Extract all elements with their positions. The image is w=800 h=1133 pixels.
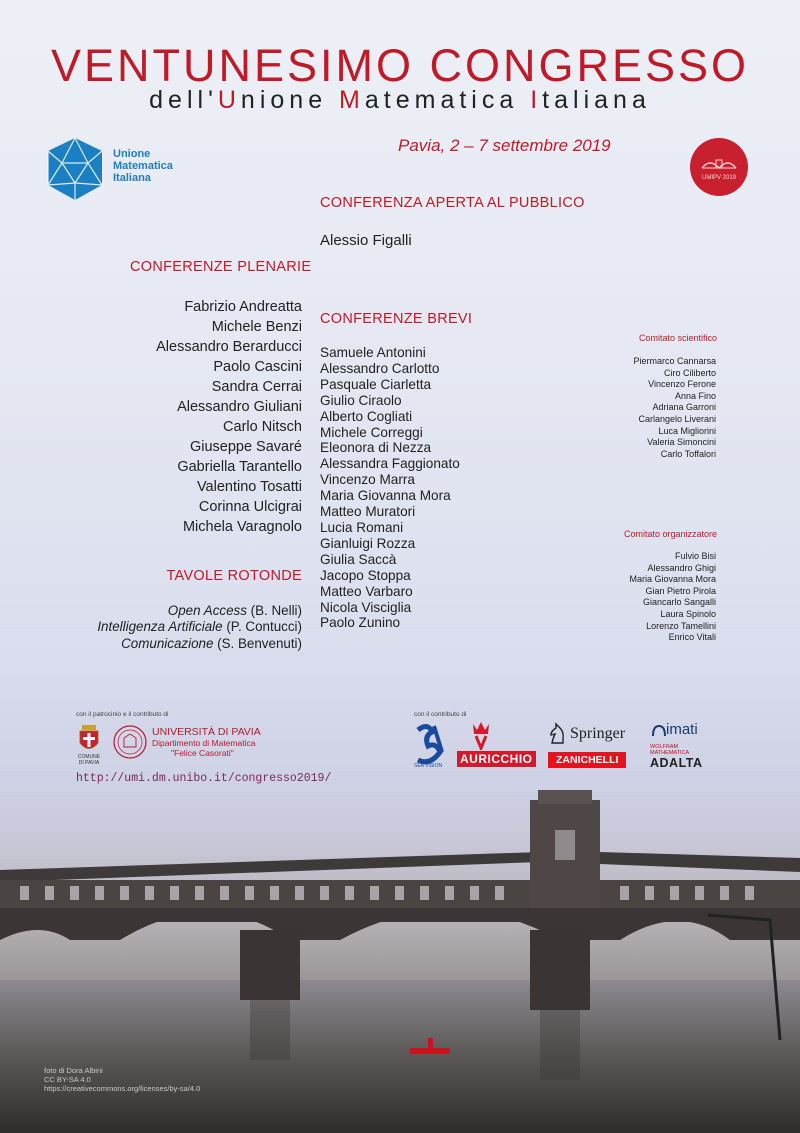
seal-label: UMIPV 2019: [701, 175, 737, 181]
pubblico-speaker: Alessio Figalli: [320, 232, 412, 249]
list-item: Comunicazione (S. Benvenuti): [121, 635, 302, 651]
list-item: Pasquale Ciarletta: [320, 376, 432, 392]
heading-brevi: CONFERENZE BREVI: [320, 311, 473, 327]
pavia-crest-icon: [78, 725, 100, 755]
list-item: Fulvio Bisi: [674, 551, 716, 561]
list-item: Maria Giovanna Mora: [629, 574, 716, 585]
photo-credit: foto di Dora Albini CC BY-SA 4.0 https://creativecommons.org/licenses/by-sa/4.0: [44, 1066, 201, 1093]
list-item: Nicola Visciglia: [320, 599, 412, 615]
umipv-seal-icon: [690, 138, 748, 196]
list-item: Alessandro Ghigi: [647, 562, 716, 573]
comitato-organizzatore-list: [629, 551, 716, 644]
patrocinio-label: con il patrocinio e il contributo di: [76, 711, 169, 718]
list-item: Fabrizio Andreatta: [184, 299, 302, 315]
list-item: Alessandro Berarducci: [156, 339, 302, 355]
list-item: Enrico Vitali: [668, 632, 716, 643]
list-item: Open Access (B. Nelli): [167, 603, 302, 618]
heading-comitato-scientifico: Comitato scientifico: [638, 333, 717, 343]
list-item: Gian Pietro Pirola: [645, 585, 716, 596]
list-item: Alessandro Giuliani: [177, 399, 302, 415]
list-item: Lucia Romani: [320, 519, 404, 535]
list-item: Valeria Simoncini: [647, 437, 716, 448]
event-date: Pavia, 2 – 7 settembre 2019: [398, 136, 611, 155]
unipv-dept: Dipartimento di Matematica: [152, 738, 256, 748]
imati-logo: imati: [666, 721, 698, 738]
list-item: Carlangelo Liverani: [638, 413, 716, 424]
list-item: Gabriella Tarantello: [177, 459, 302, 475]
list-item: Laura Spinolo: [660, 608, 716, 619]
congress-url-link[interactable]: http://umi.dm.unibo.it/congresso2019/: [76, 772, 332, 785]
list-item: Sandra Cerrai: [211, 379, 302, 395]
list-item: Paolo Zunino: [320, 615, 401, 631]
list-item: Ciro Ciliberto: [663, 367, 716, 378]
list-item: Adriana Garroni: [652, 402, 716, 413]
page-title: VENTUNESIMO CONGRESSO: [50, 40, 750, 91]
unipv-name: UNIVERSITÀ DI PAVIA: [152, 726, 261, 738]
list-item: Michela Varagnolo: [182, 519, 302, 535]
list-item: Anna Fino: [674, 390, 716, 401]
list-item: Corinna Ulcigrai: [198, 499, 302, 515]
unipv-casorati: "Felice Casorati": [171, 748, 234, 758]
list-item: Giulio Ciraolo: [320, 392, 402, 408]
list-item: Intelligenza Artificiale (P. Contucci): [97, 619, 302, 635]
tavole-list: [97, 603, 302, 652]
list-item: Carlo Nitsch: [223, 419, 302, 435]
contributo-label: con il contributo di: [414, 711, 467, 718]
springer-logo: Springer: [570, 725, 626, 742]
list-item: Paolo Cascini: [213, 359, 302, 375]
list-item: Samuele Antonini: [320, 345, 426, 360]
auricchio-logo: AURICCHIO: [457, 751, 536, 767]
list-item: Giulia Saccà: [320, 551, 397, 567]
sea-vision-logo-icon: [414, 722, 446, 766]
unipv-seal-icon: [113, 725, 147, 759]
list-item: Matteo Varbaro: [320, 583, 413, 599]
brevi-list: [320, 345, 460, 631]
umi-logo-text: Unione Matematica Italiana: [113, 148, 173, 184]
list-item: Giuseppe Savaré: [189, 439, 302, 455]
list-item: Maria Giovanna Mora: [320, 488, 451, 504]
list-item: Michele Benzi: [211, 319, 302, 335]
list-item: Michele Correggi: [320, 424, 423, 440]
list-item: Valentino Tosatti: [196, 479, 302, 495]
list-item: Piermarco Cannarsa: [633, 356, 716, 366]
list-item: Gianluigi Rozza: [320, 535, 416, 551]
wolfram-logo: WOLFRAM MATHEMATICA: [650, 744, 690, 756]
list-item: Lorenzo Tamellini: [646, 620, 716, 631]
pavia-text: COMUNE DI PAVIA: [77, 754, 101, 766]
list-item: Jacopo Stoppa: [320, 567, 411, 583]
zanichelli-logo: ZANICHELLI: [548, 752, 626, 768]
plenarie-list: [156, 297, 302, 537]
page-subtitle: dell'Unione Matematica Italiana: [149, 86, 651, 114]
list-item: Luca Migliorini: [658, 425, 716, 436]
list-item: Alessandro Carlotto: [320, 360, 440, 376]
springer-knight-icon: [548, 722, 566, 744]
list-item: Matteo Muratori: [320, 504, 416, 520]
sea-vision-text: SEA VISION: [414, 763, 443, 769]
heading-comitato-organizzatore: Comitato organizzatore: [623, 529, 717, 539]
heading-tavole: TAVOLE ROTONDE: [166, 568, 302, 584]
list-item: Carlo Toffalori: [660, 448, 716, 459]
list-item: Giancarlo Sangalli: [642, 597, 716, 608]
list-item: Vincenzo Marra: [320, 472, 415, 488]
list-item: Alessandra Faggionato: [320, 456, 460, 472]
heading-pubblico: CONFERENZA APERTA AL PUBBLICO: [320, 195, 585, 211]
list-item: Eleonora di Nezza: [320, 440, 432, 456]
adalta-logo: ADALTA: [650, 756, 703, 770]
auricchio-crown-icon: [468, 720, 494, 750]
list-item: Alberto Cogliati: [320, 408, 413, 424]
list-item: Vincenzo Ferone: [648, 379, 716, 390]
heading-plenarie: CONFERENZE PLENARIE: [130, 259, 312, 275]
comitato-scientifico-list: [633, 356, 716, 460]
